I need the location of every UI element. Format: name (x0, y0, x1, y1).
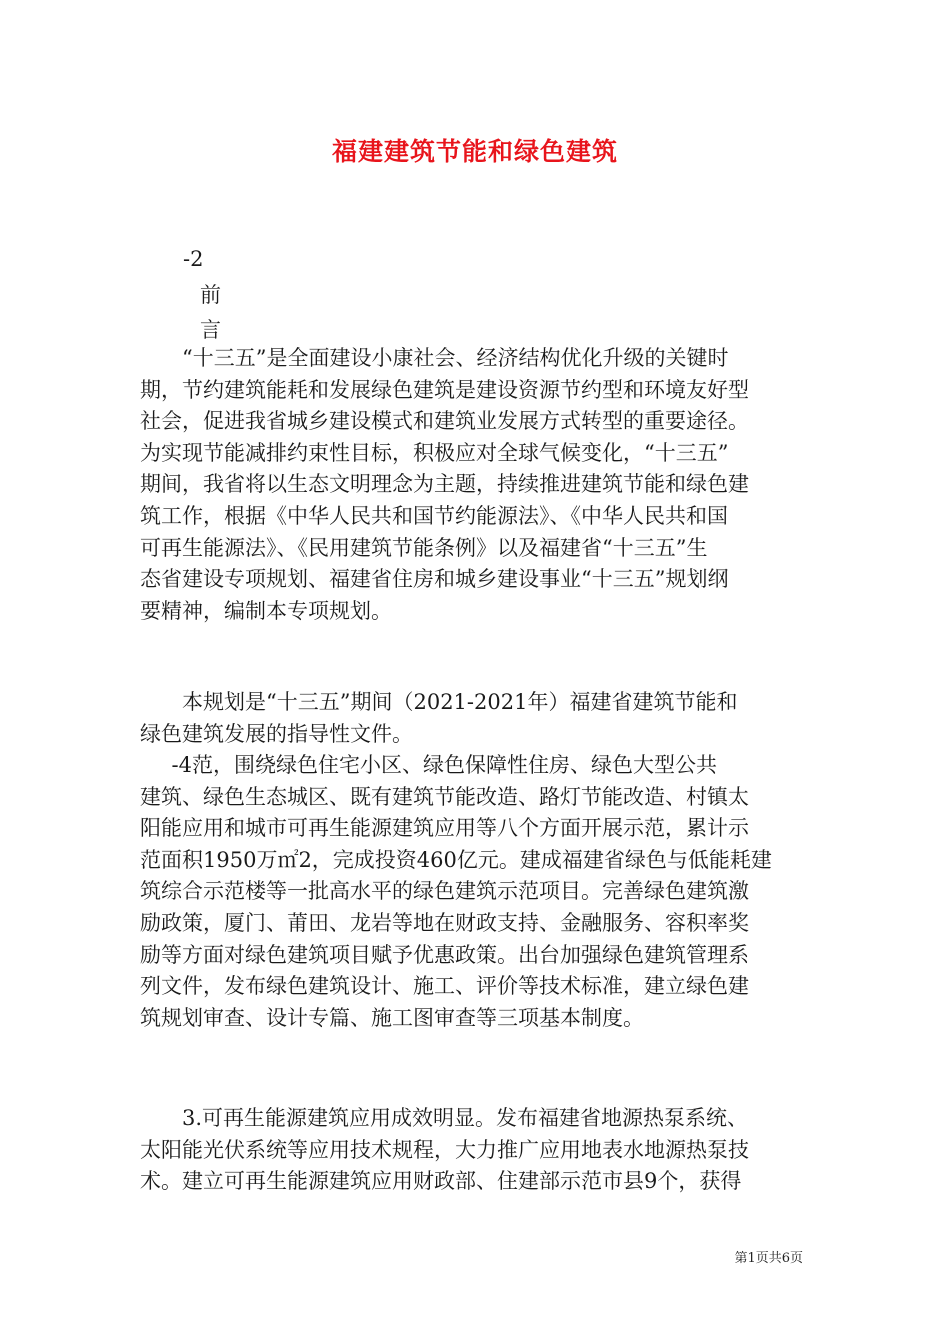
page-number-footer: 第1页共6页 (734, 1251, 803, 1266)
body-paragraph-3: -4范，围绕绿色住宅小区、绿色保障性住房、绿色大型公共 建筑、绿色生态城区、既有建筑节能改造、路灯节能改造、村镇太 阳能应用和城市可再生能源建筑应用等八个方面开展示范，累计示 范面积1950万㎡2，完成投资460亿元。建成福建省绿色与低能耗建 筑综合示范楼等一批高水平的绿色建筑示范项目。完善绿色建筑激 励政策，厦门、莆田、龙岩等地在财政支持、金融服务、容积率奖 励等方面对绿色建筑项目赋予优惠政策。出台加强绿色建筑管理系 列文件，发布绿色建筑设计、施工、评价等技术标准，建立绿色建 筑规划审查、设计专篇、施工图审查等三项基本制度。 (140, 753, 772, 1030)
document-title: 福建建筑节能和绿色建筑 (331, 137, 618, 166)
preface-heading-char-1: 前 (200, 283, 221, 307)
section-number: -2 (183, 247, 204, 271)
body-paragraph-1: “十三五”是全面建设小康社会、经济结构优化升级的关键时 期，节约建筑能耗和发展绿色建筑是建设资源节约型和环境友好型 社会，促进我省城乡建设模式和建筑业发展方式转型的重要途径。 为实现节能减排约束性目标，积极应对全球气候变化，“十三五” 期间，我省将以生态文明理念为主题，持续推进建筑节能和绿色建 筑工作，根据《中华人民共和国节约能源法》、《中华人民共和国 可再生能源法》、《民用建筑节能条例》以及福建省“十三五”生 态省建设专项规划、福建省住房和城乡建设事业“十三五”规划纲 要精神，编制本专项规划。 (140, 346, 749, 623)
body-paragraph-4: 3.可再生能源建筑应用成效明显。发布福建省地源热泵系统、 太阳能光伏系统等应用技术规程，大力推广应用地表水地源热泵技 术。建立可再生能源建筑应用财政部、住建部示范市县9个，获得 (140, 1106, 749, 1194)
body-paragraph-2: 本规划是“十三五”期间（2021-2021年）福建省建筑节能和 绿色建筑发展的指导性文件。 (140, 690, 738, 746)
preface-heading-char-2: 言 (200, 318, 221, 342)
